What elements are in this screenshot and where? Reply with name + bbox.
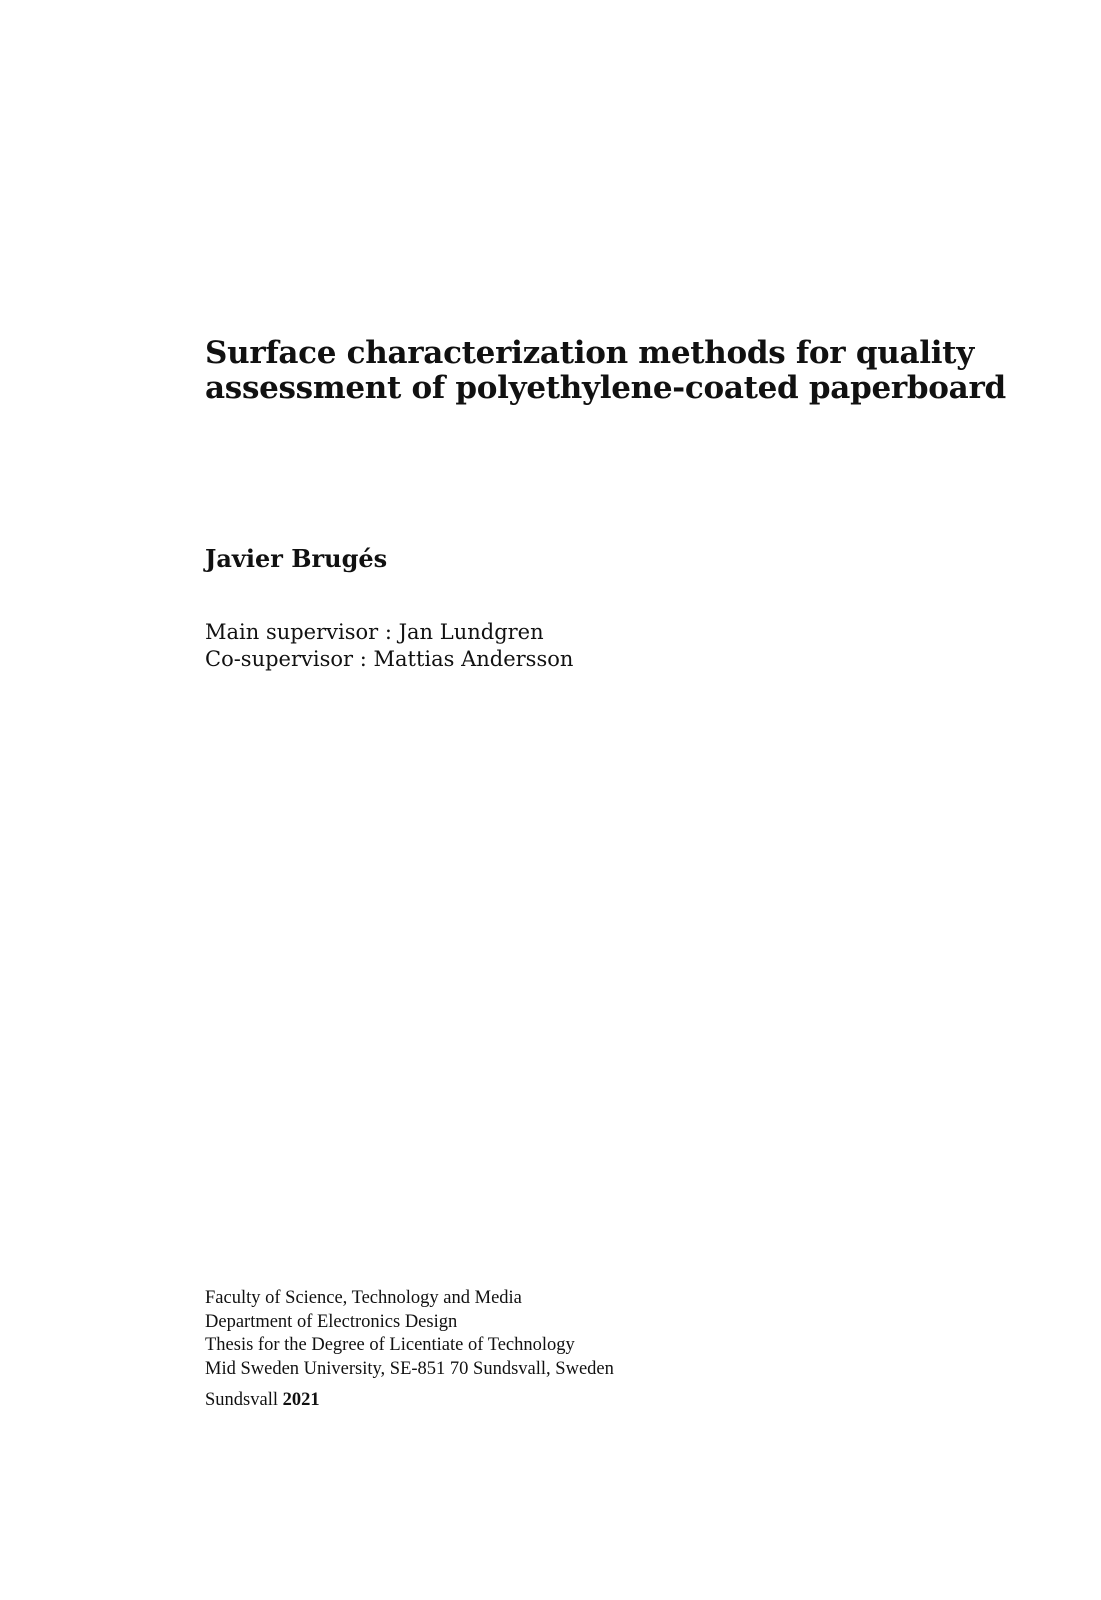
department-line: Department of Electronics Design [205, 1311, 458, 1332]
year: 2021 [282, 1390, 320, 1410]
author-name: Javier Brugés [205, 544, 388, 573]
thesis-title [205, 336, 1025, 406]
main-supervisor: Main supervisor : Jan Lundgren [205, 620, 544, 644]
co-supervisor: Co-supervisor : Mattias Andersson [205, 647, 574, 671]
supervisors-block [205, 619, 573, 673]
thesis-degree-line: Thesis for the Degree of Licentiate of Technology [205, 1335, 575, 1355]
faculty-line: Faculty of Science, Technology and Media [205, 1288, 522, 1308]
thesis-title-line-1: Surface characterization methods for quality [205, 335, 974, 371]
affiliation-block [205, 1287, 614, 1381]
place: Sundsvall [205, 1390, 278, 1410]
university-address-line: Mid Sweden University, SE-851 70 Sundsvall, Sweden [205, 1358, 614, 1379]
thesis-title-line-2: assessment of polyethylene-coated paperboard [205, 370, 1006, 406]
place-and-year [205, 1389, 320, 1412]
